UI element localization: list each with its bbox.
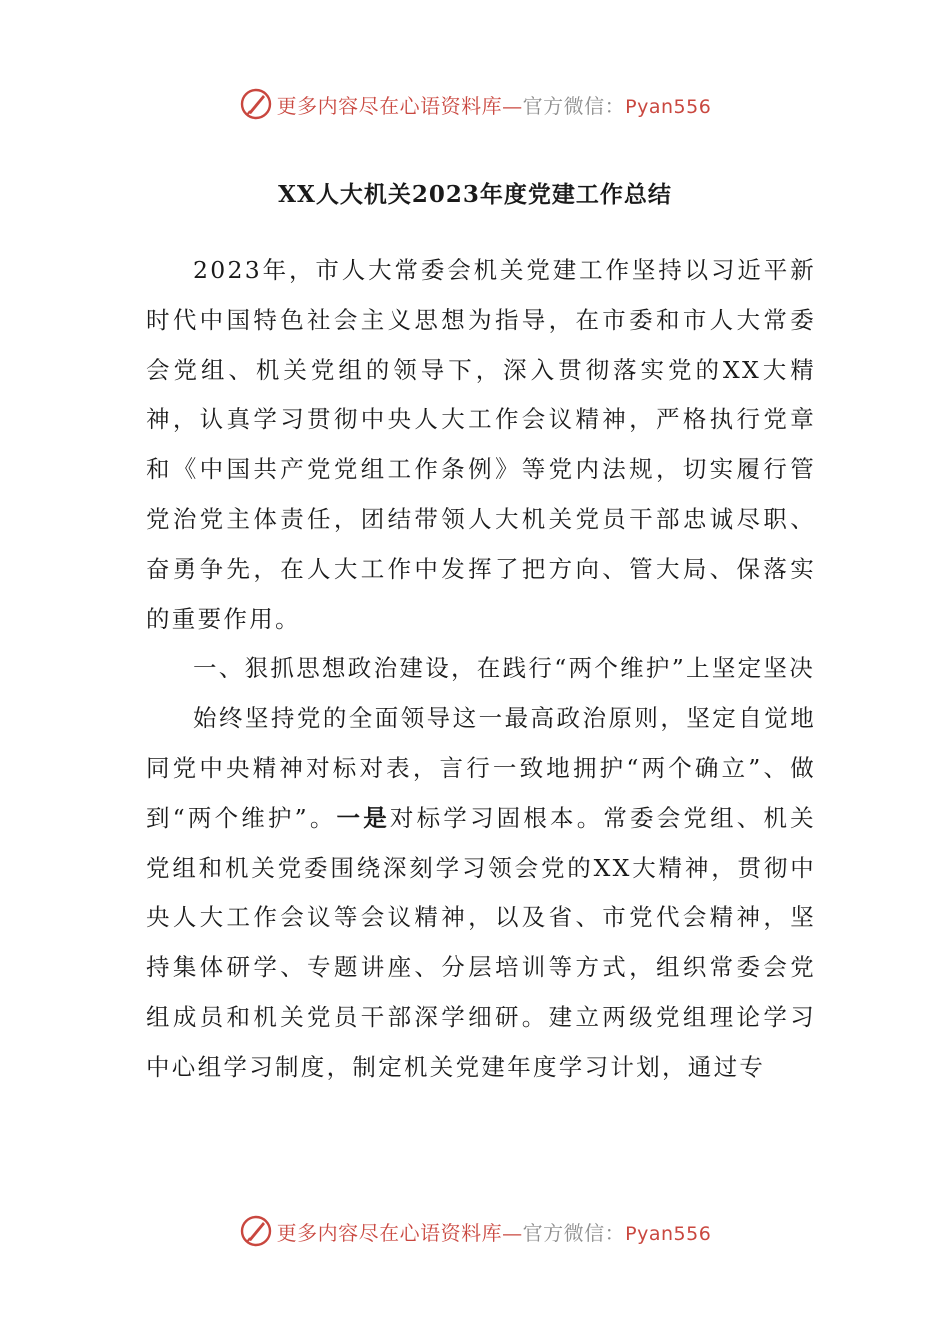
watermark-text: 更多内容尽在心语资料库: [276, 1220, 503, 1245]
watermark-dash: —: [502, 93, 523, 118]
paragraph-intro: 2023年，市人大常委会机关党建工作坚持以习近平新时代中国特色社会主义思想为指导，在市委和市人大常委会党组、机关党组的领导下，深入贯彻落实党的XX大精神，认真学习贯彻中央人大工作会议精神，严格执行党章和《中国共产党党组工作条例》等党内法规，切实履行管党治党主体责任，团结带领人大机关党员干部忠诚尽职、奋勇争先，在人大工作中发挥了把方向、管大局、保落实的重要作用。: [146, 256, 816, 633]
section-heading-1: 一、狠抓思想政治建设，在践行“两个维护”上坚定坚决: [193, 654, 816, 683]
paragraph-part-a: 始终坚持党的全面领导这一最高政治原则，坚定自觉地同党中央精神对标对表，言行一致地拥护“两个确立”、做到“两个维护”。: [146, 704, 816, 832]
quill-logo-icon: [239, 87, 273, 121]
wechat-label: 官方微信：: [522, 93, 626, 118]
wechat-id: Pyan556: [625, 1222, 712, 1245]
document-title: XX人大机关2023年度党建工作总结: [278, 181, 672, 208]
watermark-banner-top: [0, 84, 950, 124]
wechat-id: Pyan556: [625, 95, 712, 118]
wechat-label: 官方微信：: [522, 1220, 626, 1245]
watermark-dash: —: [502, 1220, 523, 1245]
paragraph-section-1: [146, 694, 816, 1092]
document-body: [146, 246, 816, 1093]
paragraph-part-b: 对标学习固根本。常委会党组、机关党组和机关党委围绕深刻学习领会党的XX大精神，贯彻中央人大工作会议等会议精神，以及省、市党代会精神，坚持集体研学、专题讲座、分层培训等方式，组织常委会党组成员和机关党员干部深学细研。建立两级党组理论学习中心组学习制度，制定机关党建年度学习计划，通过专: [146, 803, 816, 1081]
emphasis-first: 一是: [336, 803, 390, 832]
watermark-text: 更多内容尽在心语资料库: [276, 93, 503, 118]
watermark-banner-bottom: [0, 1211, 950, 1251]
quill-logo-icon: [239, 1214, 273, 1248]
